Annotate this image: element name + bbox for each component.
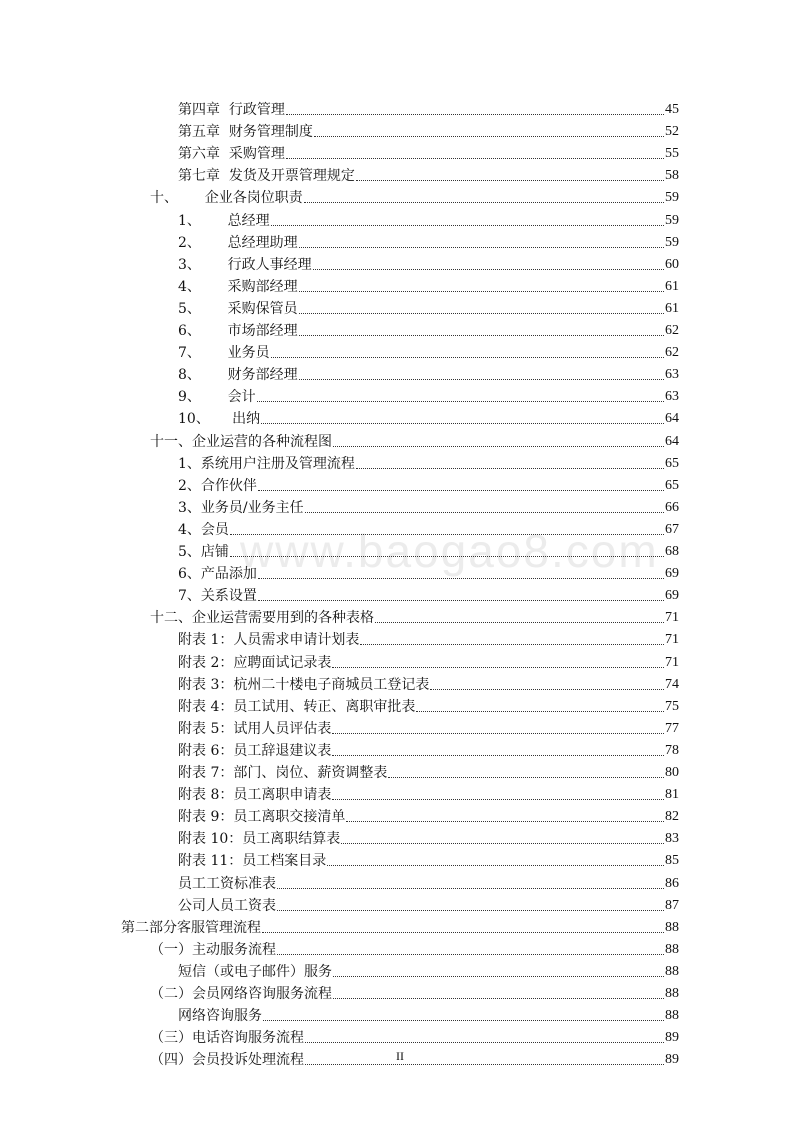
toc-entry-page: 89 (665, 1052, 679, 1068)
toc-entry[interactable] (178, 119, 679, 141)
toc-entry[interactable] (178, 517, 679, 539)
toc-dot-leader (341, 843, 664, 844)
toc-dot-leader (416, 711, 664, 712)
toc-entry[interactable] (178, 274, 679, 296)
toc-entry-page: 82 (665, 809, 679, 825)
toc-dot-leader (299, 313, 664, 314)
toc-entry[interactable] (178, 384, 679, 406)
toc-entry[interactable] (178, 318, 679, 340)
toc-entry-title: 十二、企业运营需要用到的各种表格 (150, 610, 374, 627)
toc-entry-title: 7、 业务员 (178, 345, 270, 362)
toc-entry[interactable] (178, 406, 679, 428)
toc-entry[interactable] (121, 915, 679, 937)
toc-dot-leader (257, 401, 664, 402)
toc-entry-page: 59 (665, 234, 679, 250)
toc-dot-leader (305, 1064, 664, 1065)
toc-entry-title: 第七章 发货及开票管理规定 (178, 168, 355, 185)
toc-dot-leader (230, 534, 664, 535)
toc-entry-page: 74 (665, 676, 679, 692)
toc-entry-title: 2、 总经理助理 (178, 234, 298, 251)
toc-entry[interactable] (178, 760, 679, 782)
toc-dot-leader (258, 578, 664, 579)
toc-entry-page: 61 (665, 278, 679, 294)
toc-entry-page: 75 (665, 698, 679, 714)
toc-dot-leader (305, 512, 664, 513)
toc-entry-page: 60 (665, 256, 679, 272)
toc-entry-page: 58 (665, 168, 679, 184)
toc-entry-title: 附表 11：员工档案目录 (178, 853, 327, 870)
toc-entry[interactable] (178, 826, 679, 848)
toc-entry[interactable] (178, 230, 679, 252)
toc-dot-leader (271, 357, 664, 358)
toc-entry-page: 71 (665, 632, 679, 648)
toc-entry-title: 附表 3：杭州二十楼电子商城员工登记表 (178, 676, 430, 693)
toc-entry[interactable] (178, 738, 679, 760)
toc-entry-page: 63 (665, 389, 679, 405)
toc-entry[interactable] (150, 185, 679, 207)
toc-entry[interactable] (178, 804, 679, 826)
toc-entry-page: 59 (665, 190, 679, 206)
toc-entry-title: 第二部分客服管理流程 (121, 919, 261, 936)
toc-entry[interactable] (178, 694, 679, 716)
page-number: II (396, 1049, 404, 1063)
toc-entry-title: 9、 会计 (178, 389, 256, 406)
toc-entry-page: 83 (665, 831, 679, 847)
toc-dot-leader (299, 247, 664, 248)
toc-entry-title: 附表 1：人员需求申请计划表 (178, 632, 360, 649)
toc-entry[interactable] (178, 362, 679, 384)
toc-entry-title: （三）电话咨询服务流程 (150, 1030, 304, 1047)
toc-dot-leader (299, 291, 664, 292)
toc-dot-leader (332, 755, 664, 756)
toc-entry-title: 十、 企业各岗位职责 (150, 190, 303, 207)
toc-entry-title: 5、 采购保管员 (178, 300, 298, 317)
toc-dot-leader (299, 379, 664, 380)
toc-entry-title: 附表 8：员工离职申请表 (178, 787, 332, 804)
toc-entry-page: 88 (665, 941, 679, 957)
toc-dot-leader (327, 865, 664, 866)
toc-entry-page: 65 (665, 477, 679, 493)
toc-dot-leader (430, 689, 664, 690)
toc-dot-leader (314, 136, 664, 137)
toc-entry-title: 10、 出纳 (178, 411, 261, 428)
toc-entry[interactable] (178, 495, 679, 517)
toc-entry-title: 附表 2：应聘面试记录表 (178, 654, 332, 671)
toc-entry-title: 1、 总经理 (178, 212, 270, 229)
toc-entry-page: 86 (665, 875, 679, 891)
toc-entry[interactable] (178, 208, 679, 230)
toc-entry-page: 78 (665, 742, 679, 758)
toc-entry[interactable] (150, 605, 679, 627)
toc-entry-page: 64 (665, 411, 679, 427)
toc-entry[interactable] (178, 296, 679, 318)
toc-dot-leader (313, 269, 664, 270)
toc-entry[interactable] (178, 1003, 679, 1025)
toc-entry[interactable] (178, 672, 679, 694)
toc-entry[interactable] (178, 473, 679, 495)
toc-entry-title: （二）会员网络咨询服务流程 (150, 986, 332, 1002)
toc-entry-title: 6、 市场部经理 (178, 323, 298, 339)
toc-dot-leader (332, 799, 664, 800)
toc-entry[interactable] (178, 539, 679, 561)
toc-dot-leader (286, 114, 664, 115)
toc-entry-page: 80 (665, 765, 679, 780)
toc-entry-title: 3、 行政人事经理 (178, 256, 312, 273)
toc-entry[interactable] (178, 97, 679, 119)
toc-entry[interactable] (178, 893, 679, 915)
toc-entry-title: 6、产品添加 (178, 566, 257, 583)
toc-entry[interactable] (178, 871, 679, 893)
toc-entry-page: 59 (665, 212, 679, 228)
toc-entry-title: 第五章 财务管理制度 (178, 124, 313, 141)
toc-entry-page: 69 (665, 588, 679, 604)
toc-entry-page: 52 (665, 124, 679, 140)
toc-entry[interactable] (178, 650, 679, 672)
toc-dot-leader (360, 644, 664, 645)
toc-entry-title: 员工工资标准表 (178, 875, 276, 892)
toc-dot-leader (277, 910, 664, 911)
toc-dot-leader (356, 468, 664, 469)
toc-entry-page: 67 (665, 521, 679, 537)
toc-dot-leader (261, 423, 664, 424)
toc-entry-title: 第六章 采购管理 (178, 146, 285, 163)
toc-entry[interactable] (178, 848, 679, 870)
toc-entry[interactable] (178, 141, 679, 163)
toc-dot-leader (332, 733, 664, 734)
toc-entry-title: 4、 采购部经理 (178, 278, 298, 295)
toc-entry[interactable] (178, 782, 679, 804)
toc-dot-leader (356, 180, 664, 181)
toc-entry-page: 64 (665, 433, 679, 449)
toc-entry-title: 第四章 行政管理 (178, 102, 285, 118)
toc-entry-page: 89 (665, 1030, 679, 1046)
toc-entry-title: 附表 7：部门、岗位、薪资调整表 (178, 765, 388, 781)
toc-dot-leader (277, 954, 664, 955)
toc-entry[interactable] (178, 252, 679, 274)
toc-dot-leader (271, 225, 664, 226)
toc-entry[interactable] (150, 1025, 679, 1047)
toc-entry[interactable] (150, 981, 679, 1003)
toc-entry[interactable] (150, 937, 679, 959)
toc-dot-leader (299, 335, 664, 336)
toc-entry-page: 87 (665, 897, 679, 913)
toc-dot-leader (263, 1020, 664, 1021)
toc-entry-title: 网络咨询服务 (178, 1008, 262, 1025)
toc-entry-page: 88 (665, 1008, 679, 1024)
toc-dot-leader (388, 777, 664, 778)
toc-entry-page: 77 (665, 720, 679, 736)
toc-entry[interactable] (178, 959, 679, 981)
toc-entry-page: 65 (665, 455, 679, 471)
toc-entry-page: 61 (665, 300, 679, 316)
toc-entry[interactable] (178, 163, 679, 185)
toc-dot-leader (262, 932, 664, 933)
toc-entry-page: 85 (665, 853, 679, 869)
toc-dot-leader (332, 667, 664, 668)
toc-entry-title: 附表 6：员工辞退建议表 (178, 742, 332, 759)
toc-entry-page: 63 (665, 367, 679, 383)
toc-entry-page: 88 (665, 986, 679, 1001)
toc-entry[interactable] (178, 451, 679, 473)
toc-dot-leader (333, 976, 664, 977)
toc-dot-leader (346, 821, 664, 822)
toc-dot-leader (230, 556, 664, 557)
toc-entry[interactable] (178, 583, 679, 605)
toc-entry-page: 45 (665, 102, 679, 117)
toc-entry-title: 1、系统用户注册及管理流程 (178, 455, 355, 472)
toc-entry-page: 71 (665, 654, 679, 670)
toc-entry-title: 短信（或电子邮件）服务 (178, 963, 332, 980)
toc-entry-page: 69 (665, 566, 679, 582)
toc-entry-title: 4、会员 (178, 521, 229, 538)
toc-dot-leader (277, 888, 664, 889)
toc-entry-title: 7、关系设置 (178, 588, 257, 605)
toc-entry-page: 71 (665, 610, 679, 626)
toc-entry-title: （一）主动服务流程 (150, 941, 276, 958)
watermark: www.baogao8.com (240, 525, 659, 577)
toc-entry-title: 附表 9：员工离职交接清单 (178, 809, 346, 826)
toc-entry-page: 88 (665, 963, 679, 979)
toc-entry[interactable] (178, 340, 679, 362)
toc-entry-title: （四）会员投诉处理流程 (150, 1052, 304, 1069)
toc-dot-leader (258, 490, 664, 491)
toc-dot-leader (258, 600, 664, 601)
toc-entry-title: 公司人员工资表 (178, 897, 276, 914)
toc-entry[interactable] (178, 716, 679, 738)
toc-entry-title: 附表 4：员工试用、转正、离职审批表 (178, 698, 416, 715)
toc-entry-page: 81 (665, 787, 679, 803)
toc-entry-title: 十一、企业运营的各种流程图 (150, 433, 332, 450)
toc-dot-leader (286, 158, 664, 159)
toc-entry-title: 附表 5：试用人员评估表 (178, 720, 332, 737)
toc-entry-page: 68 (665, 544, 679, 559)
toc-entry-title: 2、合作伙伴 (178, 477, 257, 494)
toc-dot-leader (305, 1042, 664, 1043)
toc-entry[interactable] (178, 627, 679, 649)
toc-entry-page: 55 (665, 146, 679, 162)
toc-entry-title: 5、店铺 (178, 544, 229, 560)
toc-entry-page: 62 (665, 345, 679, 361)
toc-entry-page: 62 (665, 323, 679, 338)
toc-dot-leader (333, 998, 664, 999)
toc-entry-page: 66 (665, 499, 679, 515)
toc-dot-leader (375, 622, 664, 623)
toc-entry-title: 附表 10：员工离职结算表 (178, 831, 341, 848)
toc-entry[interactable] (150, 1047, 679, 1069)
toc-entry-title: 3、业务员/业务主任 (178, 499, 304, 516)
toc-entry-title: 8、 财务部经理 (178, 367, 298, 384)
toc-entry-page: 88 (665, 919, 679, 935)
toc-entry[interactable] (150, 429, 679, 451)
toc-dot-leader (304, 202, 664, 203)
toc-entry[interactable] (178, 561, 679, 583)
toc-dot-leader (333, 446, 664, 447)
